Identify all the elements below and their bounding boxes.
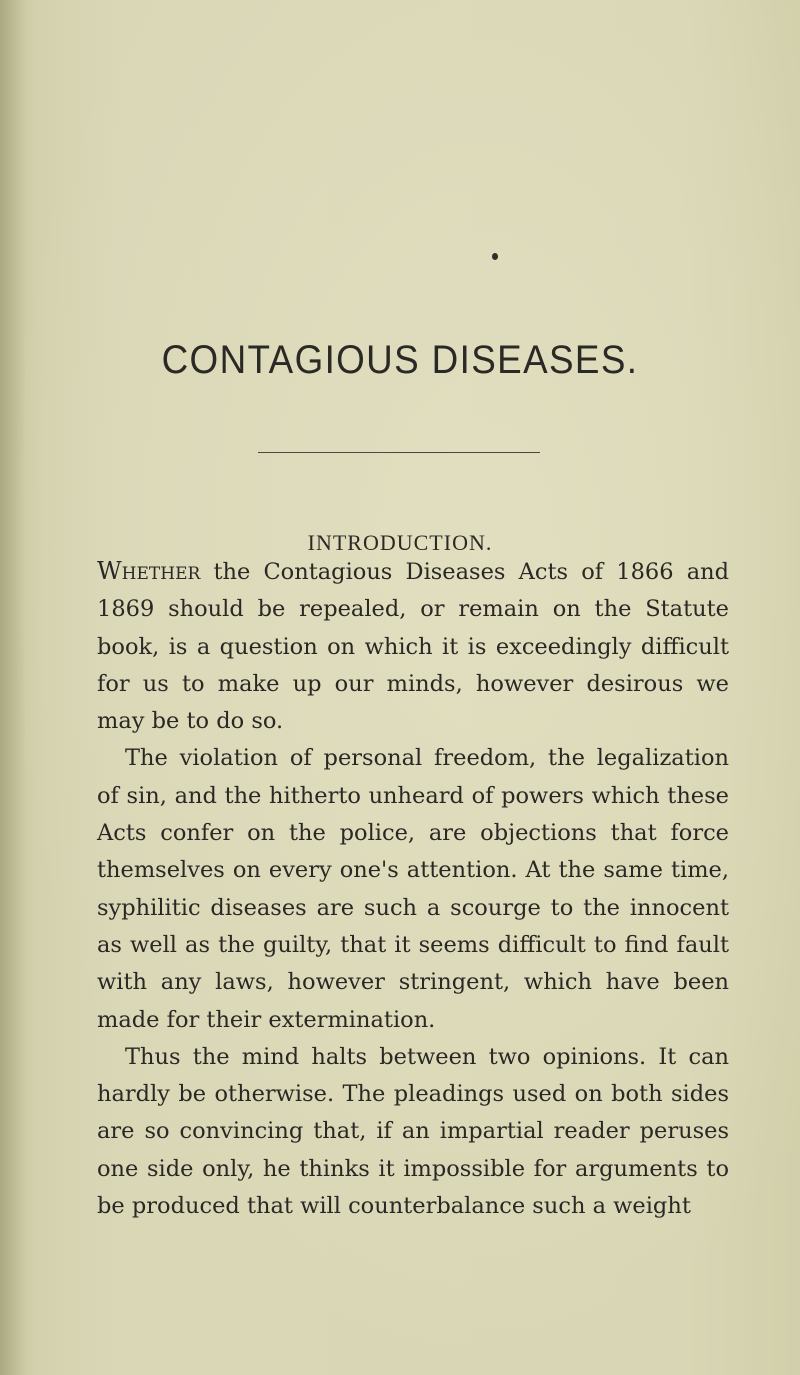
- paragraph-1-text: the Contagious Diseases Acts of 1866 and 1869 should be repealed, or remain on the Statute book, is a question on which it is exceedingly difficult for us to make up our minds, however desirous we may be to do so.: [97, 559, 729, 735]
- page-title: CONTAGIOUS DISEASES.: [161, 338, 639, 382]
- paragraph-3: Thus the mind halts between two opinions. It can hardly be otherwise. The pleadings used on both sides are so convincing that, if an impartial reader peruses one side only, he thinks it impossible for arguments to be produced that will counterbalance such a weight: [97, 1043, 729, 1220]
- paragraph-2: The violation of personal freedom, the legalization of sin, and the hitherto unheard of powers which these Acts confer on the police, are objections that force themselves on every one's attention. At the same time, syphilitic diseases are such a scourge to the innocent as well as the guilty, that it seems difficult to find fault with any laws, however stringent, which have been made for their extermination.: [97, 745, 729, 1033]
- page-gutter-shadow: [0, 0, 26, 1375]
- paragraph-1-lead: Whether: [97, 557, 201, 585]
- body-text: [97, 553, 729, 1225]
- ink-speck: [492, 253, 498, 260]
- paragraph-1: [97, 553, 729, 740]
- title-rule: [258, 452, 540, 453]
- section-heading: INTRODUCTION.: [307, 530, 493, 555]
